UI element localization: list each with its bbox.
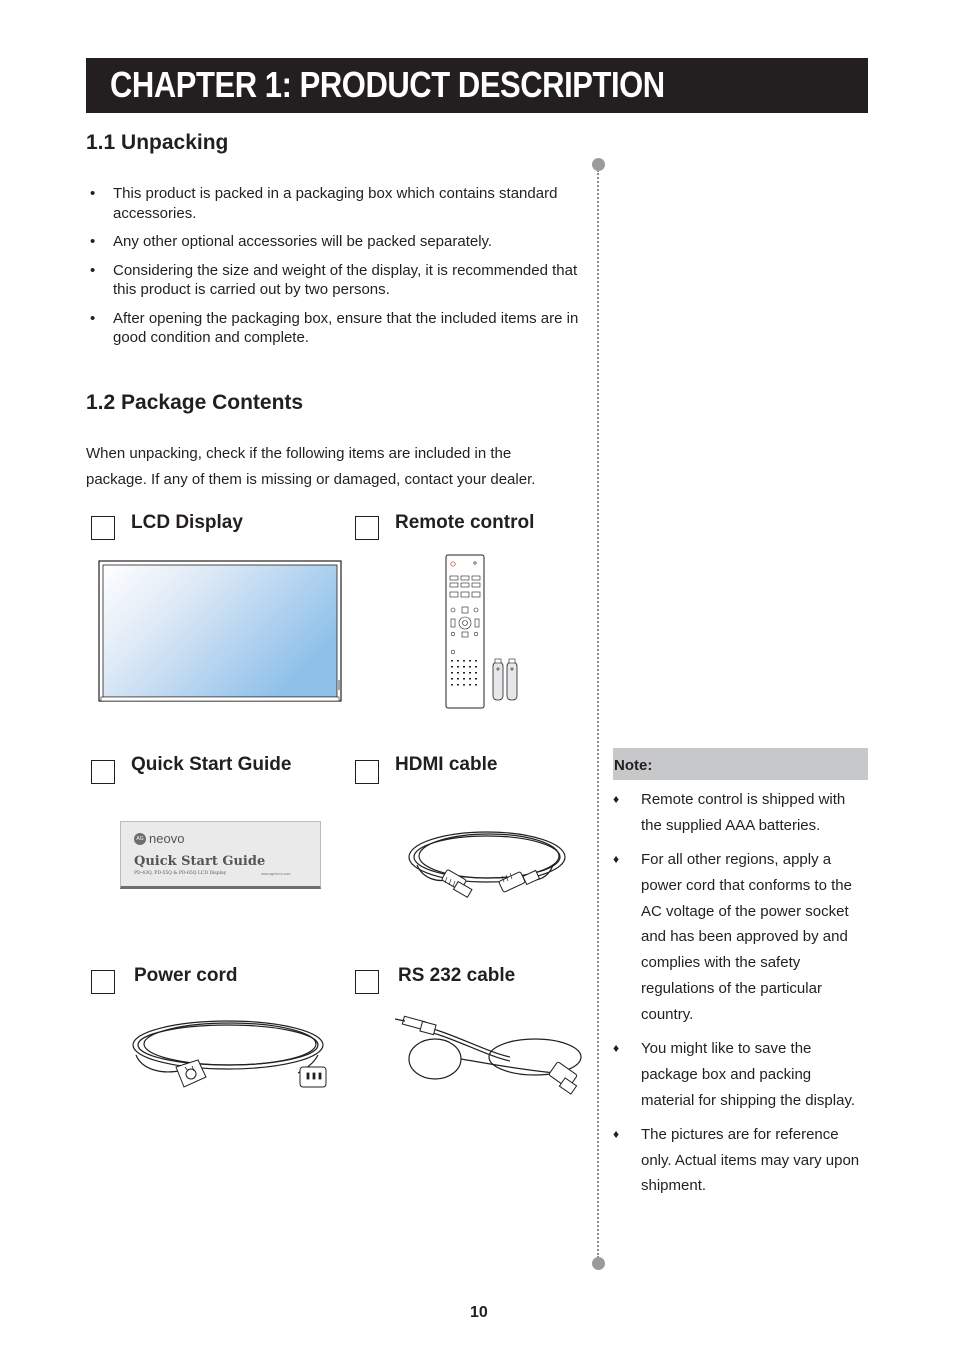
remote-control-image bbox=[440, 552, 522, 710]
remote-control-checkbox[interactable] bbox=[355, 516, 379, 540]
page-number: 10 bbox=[470, 1304, 488, 1321]
list-item: ♦ For all other regions, apply a power cord that conforms to the AC voltage of the power socket and has been approved by and complies with the safety regulations of the particular country. bbox=[613, 850, 852, 1023]
qsg-brand: neovo bbox=[149, 831, 185, 846]
rs232-cable-label: RS 232 cable bbox=[398, 965, 516, 986]
quick-start-guide-checkbox[interactable] bbox=[91, 760, 115, 784]
lcd-display-image bbox=[96, 558, 346, 706]
lcd-display-label: LCD Display bbox=[131, 512, 243, 533]
qsg-fine-print: www.agneovo.com bbox=[261, 872, 291, 876]
list-item: • After opening the packaging box, ensure that the included items are in good condition and complete. bbox=[90, 309, 579, 346]
package-contents-intro: When unpacking, check if the following items are included in the package. If any of them is missing or damaged, contact your dealer. bbox=[86, 445, 536, 488]
power-cord-checkbox[interactable] bbox=[91, 970, 115, 994]
list-item: ♦ The pictures are for reference only. Actual items may vary upon shipment. bbox=[613, 1125, 860, 1195]
package-contents-heading: 1.2 Package Contents bbox=[86, 391, 304, 414]
lcd-display-checkbox[interactable] bbox=[91, 516, 115, 540]
power-cord-label: Power cord bbox=[134, 965, 238, 986]
rs232-cable-image bbox=[395, 1013, 589, 1101]
hdmi-cable-image bbox=[403, 827, 569, 915]
list-item: • This product is packed in a packaging box which contains standard accessories. bbox=[90, 185, 558, 222]
hdmi-cable-label: HDMI cable bbox=[395, 754, 498, 775]
chapter-title: CHAPTER 1: PRODUCT DESCRIPTION bbox=[110, 64, 665, 105]
column-divider bbox=[597, 170, 599, 1258]
remote-control-label: Remote control bbox=[395, 512, 535, 533]
qsg-models: PD-43Q, PD-55Q & PD-65Q LCD Display bbox=[134, 871, 227, 876]
list-item: • Considering the size and weight of the display, it is recommended that this product is carried out by two persons. bbox=[90, 261, 578, 298]
divider-top-dot bbox=[592, 158, 605, 171]
quick-start-guide-image bbox=[120, 821, 321, 889]
list-item: ♦ Remote control is shipped with the supplied AAA batteries. bbox=[613, 791, 846, 834]
list-item: • Any other optional accessories will be packed separately. bbox=[90, 233, 493, 250]
power-cord-image bbox=[128, 1015, 334, 1097]
agneovo-logo-icon: AG bbox=[134, 833, 146, 845]
hdmi-cable-checkbox[interactable] bbox=[355, 760, 379, 784]
unpacking-bullet-list bbox=[90, 184, 582, 357]
note-list bbox=[613, 787, 868, 1208]
qsg-title: Quick Start Guide bbox=[134, 854, 266, 869]
note-title: Note: bbox=[614, 757, 653, 774]
unpacking-heading: 1.1 Unpacking bbox=[86, 131, 229, 154]
rs232-cable-checkbox[interactable] bbox=[355, 970, 379, 994]
list-item: ♦ You might like to save the package box and packing material for shipping the display. bbox=[613, 1039, 855, 1109]
quick-start-guide-label: Quick Start Guide bbox=[131, 754, 292, 775]
divider-bottom-dot bbox=[592, 1257, 605, 1270]
